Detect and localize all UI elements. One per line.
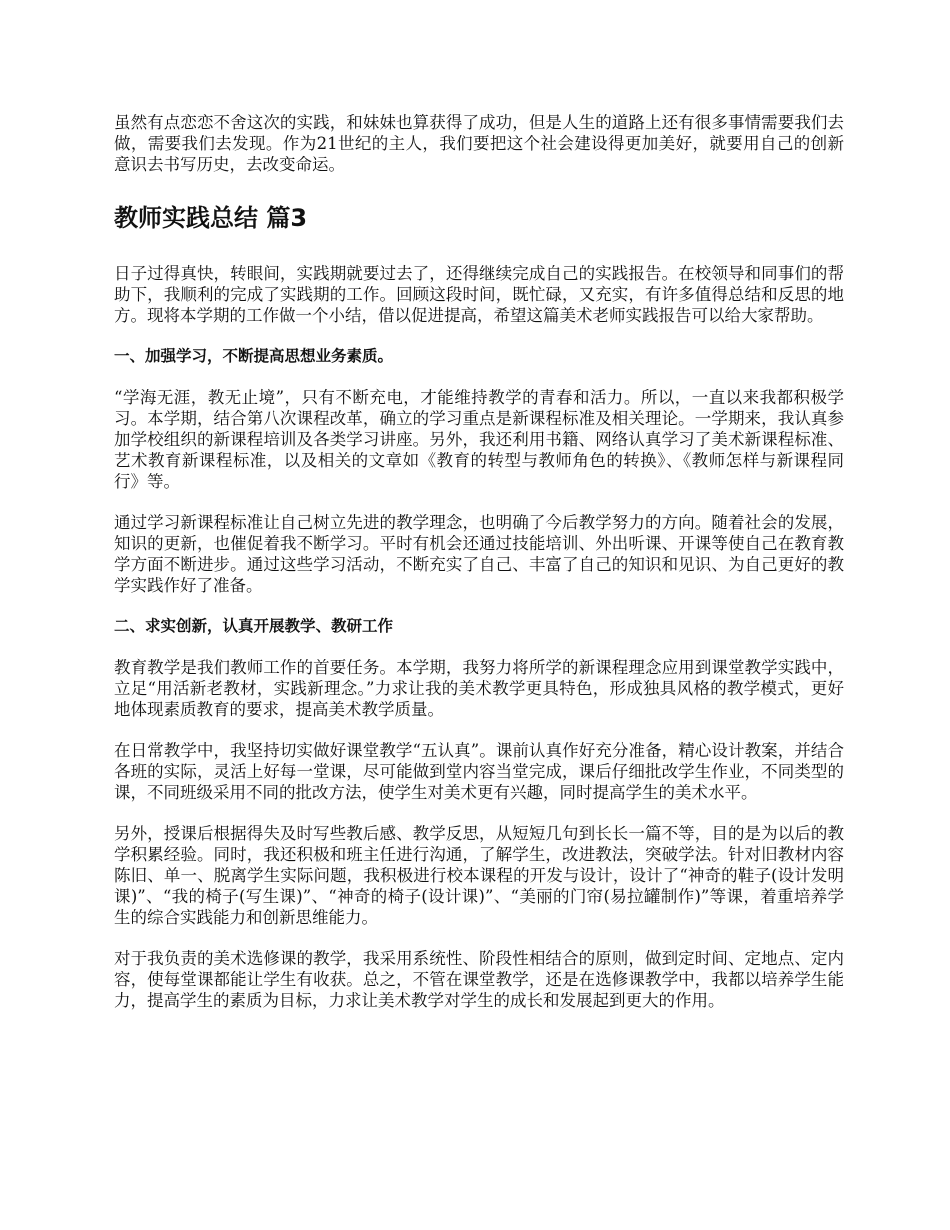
paragraph-4: 教育教学是我们教师工作的首要任务。本学期，我努力将所学的新课程理念应用到课堂教学实践中，立足“用活新老教材，实践新理念。”力求让我的美术教学更具特色，形成独具风格的教学模式，更好地体现素质教育的要求，提高美术教学质量。 — [114, 658, 844, 719]
paragraph-2: “学海无涯，教无止境”，只有不断充电，才能维持教学的青春和活力。所以，一直以来我都积极学习。本学期，结合第八次课程改革，确立的学习重点是新课程标准及相关理论。一学期来，我认真参加学校组织的新课程培训及各类学习讲座。另外，我还利用书籍、网络认真学习了美术新课程标准、艺术教育新课程标准，以及相关的文章如《教育的转型与教师角色的转换》、《教师怎样与新课程同行》等。 — [114, 388, 844, 491]
paragraph-3: 通过学习新课程标准让自己树立先进的教学理念，也明确了今后教学努力的方向。随着社会的发展，知识的更新，也催促着我不断学习。平时有机会还通过技能培训、外出听课、开课等使自己在教育教学方面不断进步。通过这些学习活动，不断充实了自己、丰富了自己的知识和见识、为自己更好的教学实践作好了准备。 — [114, 513, 844, 595]
paragraph-7: 对于我负责的美术选修课的教学，我采用系统性、阶段性相结合的原则，做到定时间、定地点、定内容，使每堂课都能让学生有收获。总之，不管在课堂教学，还是在选修课教学中，我都以培养学生能力，提高学生的素质为目标，力求让美术教学对学生的成长和发展起到更大的作用。 — [114, 949, 844, 1010]
section-title: 教师实践总结 篇3 — [114, 204, 308, 232]
paragraph-1: 日子过得真快，转眼间，实践期就要过去了，还得继续完成自己的实践报告。在校领导和同事们的帮助下，我顺利的完成了实践期的工作。回顾这段时间，既忙碌，又充实，有许多值得总结和反思的地方。现将本学期的工作做一个小结，借以促进提高，希望这篇美术老师实践报告可以给大家帮助。 — [114, 264, 844, 325]
subheading-2: 二、求实创新，认真开展教学、教研工作 — [114, 617, 394, 635]
paragraph-6: 另外，授课后根据得失及时写些教后感、教学反思，从短短几句到长长一篇不等，目的是为以后的教学积累经验。同时，我还积极和班主任进行沟通，了解学生，改进教法，突破学法。针对旧教材内容陈旧、单一、脱离学生实际问题，我积极进行校本课程的开发与设计，设计了“神奇的鞋子(设计发明课)”、“我的椅子(写生课)”、“神奇的椅子(设计课)”、“美丽的门帘(易拉罐制作)”等课，着重培养学生的综合实践能力和创新思维能力。 — [114, 824, 844, 927]
subheading-1: 一、加强学习，不断提高思想业务素质。 — [114, 347, 394, 365]
intro-paragraph: 虽然有点恋恋不舍这次的实践，和妹妹也算获得了成功，但是人生的道路上还有很多事情需要我们去做，需要我们去发现。作为21世纪的主人，我们要把这个社会建设得更加美好，就要用自己的创新意识去书写历史，去改变命运。 — [114, 113, 844, 174]
document-page — [114, 112, 844, 1031]
paragraph-5: 在日常教学中，我坚持切实做好课堂教学“五认真”。课前认真作好充分准备，精心设计教案，并结合各班的实际，灵活上好每一堂课，尽可能做到堂内容当堂完成，课后仔细批改学生作业，不同类型的课，不同班级采用不同的批改方法，使学生对美术更有兴趣，同时提高学生的美术水平。 — [114, 741, 844, 802]
